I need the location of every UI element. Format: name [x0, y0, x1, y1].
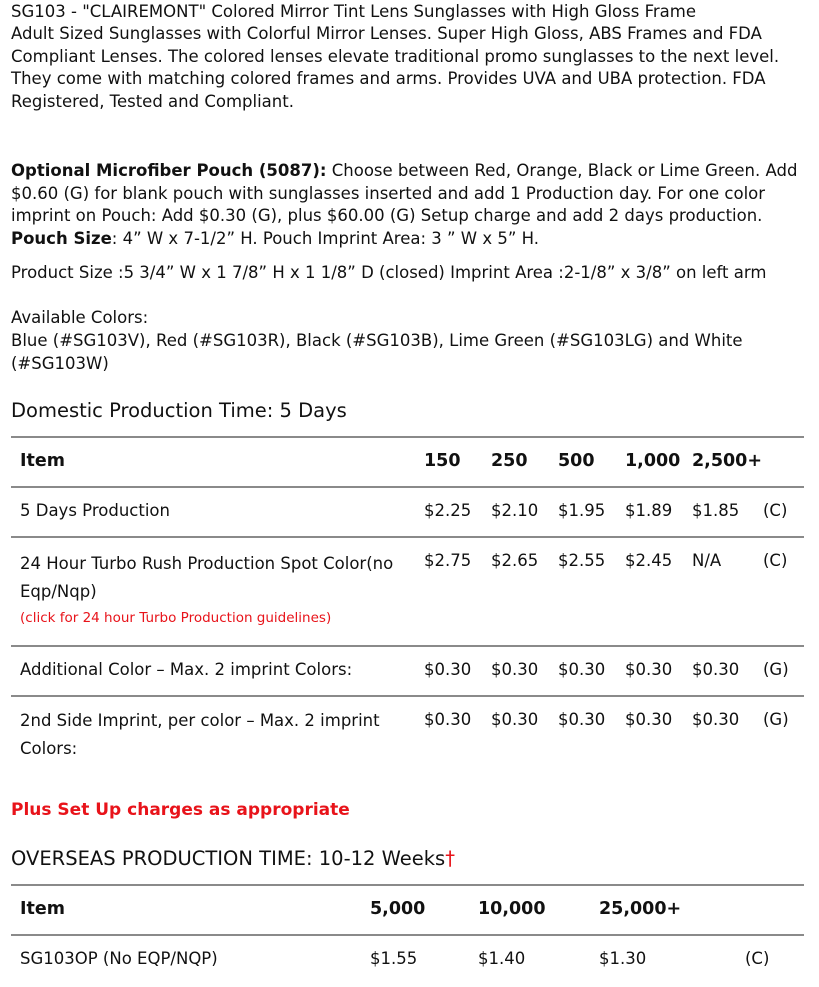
price-cell: $0.30 — [692, 660, 740, 679]
price-cell: $0.30 — [625, 660, 673, 679]
overseas-title — [11, 846, 455, 872]
price-cell: $2.65 — [491, 551, 539, 570]
price-cell: $2.55 — [558, 551, 606, 570]
header-item: Item — [20, 451, 65, 471]
header-qty-5000: 5,000 — [370, 899, 426, 919]
header-qty-500: 500 — [558, 451, 595, 471]
table-row — [11, 696, 804, 776]
header-qty-250: 250 — [491, 451, 528, 471]
price-code: (C) — [745, 949, 770, 968]
price-cell: $1.40 — [478, 949, 526, 968]
domestic-title: Domestic Production Time: 5 Days — [11, 399, 347, 422]
price-cell: $1.95 — [558, 501, 606, 520]
price-cell: $1.55 — [370, 949, 418, 968]
price-cell: $2.25 — [424, 501, 472, 520]
pouch-size-text: : 4” W x 7-1/2” H. Pouch Imprint Area: 3 ” W x 5” H. — [111, 228, 540, 248]
price-cell: $2.45 — [625, 551, 673, 570]
header-qty-1000: 1,000 — [625, 451, 681, 471]
price-code: (C) — [763, 501, 788, 520]
overseas-title-text: OVERSEAS PRODUCTION TIME: 10-12 Weeks — [11, 847, 446, 870]
row-item: Additional Color – Max. 2 imprint Colors: — [20, 660, 353, 679]
pouch-info — [11, 160, 811, 250]
product-description: Adult Sized Sunglasses with Colorful Mirror Lenses. Super High Gloss, ABS Frames and FDA Compliant Lenses. The colored lenses elevate traditional promo sunglasses to the next level. They come with matching colored frames and arms. Provides UVA and UBA protection. FDA Registered, Tested and Compliant. — [11, 24, 780, 111]
table-row — [11, 935, 804, 985]
product-size: Product Size :5 3/4” W x 1 7/8” H x 1 1/8” D (closed) Imprint Area :2-1/8” x 3/8” on left arm — [11, 263, 767, 282]
overseas-price-table — [11, 884, 804, 985]
setup-charges-note: Plus Set Up charges as appropriate — [11, 800, 350, 820]
available-colors: Blue (#SG103V), Red (#SG103R), Black (#SG103B), Lime Green (#SG103LG) and White (#SG103W) — [11, 331, 743, 373]
available-colors-label: Available Colors: — [11, 308, 149, 327]
row-item-cell — [11, 537, 415, 646]
table-row — [11, 537, 804, 646]
header-qty-150: 150 — [424, 451, 461, 471]
price-cell: $0.30 — [625, 710, 673, 729]
price-cell: $1.89 — [625, 501, 673, 520]
price-code: (G) — [763, 660, 789, 679]
price-cell: $1.85 — [692, 501, 740, 520]
table-row — [11, 487, 804, 537]
price-cell: $0.30 — [558, 660, 606, 679]
dagger-mark: † — [445, 847, 455, 870]
header-qty-10000: 10,000 — [478, 899, 546, 919]
price-code: (C) — [763, 551, 788, 570]
row-item: SG103OP (No EQP/NQP) — [20, 949, 218, 968]
header-code — [736, 885, 804, 935]
price-code: (G) — [763, 710, 789, 729]
pouch-label: Optional Microfiber Pouch (5087): — [11, 161, 327, 180]
price-cell: $0.30 — [558, 710, 606, 729]
row-item: 2nd Side Imprint, per color – Max. 2 imprint Colors: — [20, 711, 380, 758]
domestic-price-table — [11, 436, 804, 776]
product-title: SG103 - "CLAIREMONT" Colored Mirror Tint Lens Sunglasses with High Gloss Frame — [11, 2, 696, 21]
price-cell: $0.30 — [692, 710, 740, 729]
pouch-text: Choose between Red, Orange, Black or Lime Green. Add $0.60 (G) for blank pouch with sunglasses inserted and add 1 Production day. For one color imprint on Pouch: Add $0.30 (G), plus $60.00 (G) Setup charge and add 2 days production. — [11, 161, 798, 225]
header-qty-2500: 2,500+ — [692, 451, 763, 471]
pouch-size-label: Pouch Size — [11, 228, 112, 248]
turbo-guidelines-link[interactable]: (click for 24 hour Turbo Production guidelines) — [20, 610, 332, 626]
price-cell: $2.75 — [424, 551, 472, 570]
price-cell: $0.30 — [424, 660, 472, 679]
overseas-header-row — [11, 885, 804, 935]
table-row — [11, 646, 804, 696]
price-cell: $0.30 — [491, 710, 539, 729]
price-cell: $1.30 — [599, 949, 647, 968]
price-cell: $2.10 — [491, 501, 539, 520]
price-cell: $0.30 — [491, 660, 539, 679]
row-item: 24 Hour Turbo Rush Production Spot Color(no Eqp/Nqp) — [20, 554, 394, 601]
header-item: Item — [20, 899, 65, 919]
row-item: 5 Days Production — [20, 501, 170, 520]
header-qty-25000: 25,000+ — [599, 899, 682, 919]
price-cell: $0.30 — [424, 710, 472, 729]
price-cell: N/A — [692, 551, 722, 570]
domestic-header-row — [11, 437, 804, 487]
